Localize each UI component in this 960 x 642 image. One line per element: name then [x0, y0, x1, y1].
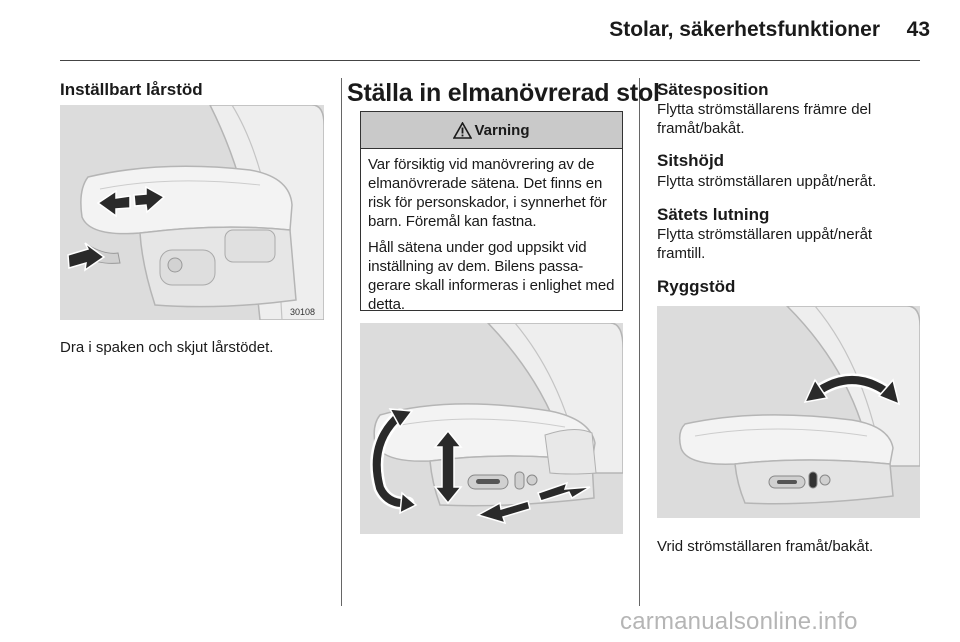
backrest-caption: Vrid strömställaren framåt/bakåt. — [657, 538, 874, 555]
figure-number: 30108 — [290, 307, 316, 317]
warning-paragraph-2: Håll sätena under god uppsikt vid inställning av dem. Bilens passagerare skall informeras i enlighet med detta. — [368, 239, 615, 313]
seat-position-text: Flytta strömställarens främre del framåt/bakåt. — [657, 101, 872, 137]
thigh-support-caption: Dra i spaken och skjut lårstödet. — [60, 339, 274, 356]
watermark: carmanualsonline.info — [620, 608, 858, 635]
seat-tilt-heading: Sätets lutning — [657, 205, 770, 224]
backrest-heading: Ryggstöd — [657, 277, 736, 296]
page-number: 43 — [906, 18, 930, 41]
warning-paragraph-1: Var försiktig vid manövrering av de elmanövrerade sätena. Det finns en risk för personskador, i synnerhet för barn. Föremål kan fastna. — [368, 156, 607, 230]
seat-height-heading: Sitshöjd — [657, 151, 725, 170]
seat-height-text: Flytta strömställaren uppåt/neråt. — [657, 173, 877, 190]
power-seat-figure — [360, 323, 623, 534]
column-divider-right — [639, 78, 640, 606]
seat-tilt-text: Flytta strömställaren uppåt/neråt framtill. — [657, 226, 873, 262]
warning-header — [361, 112, 622, 149]
header-rule — [60, 60, 920, 61]
warning-box — [360, 111, 623, 311]
page-header-title: Stolar, säkerhetsfunktioner — [609, 18, 880, 41]
backrest-figure — [657, 306, 920, 518]
warning-title: Varning — [474, 121, 530, 139]
warning-triangle-icon — [453, 122, 472, 139]
seat-position-heading: Sätesposition — [657, 80, 769, 99]
thigh-support-figure — [60, 105, 324, 320]
column-divider-left — [341, 78, 342, 606]
power-seat-heading: Ställa in elmanövrerad stol — [347, 79, 660, 107]
thigh-support-heading: Inställbart lårstöd — [60, 80, 203, 99]
